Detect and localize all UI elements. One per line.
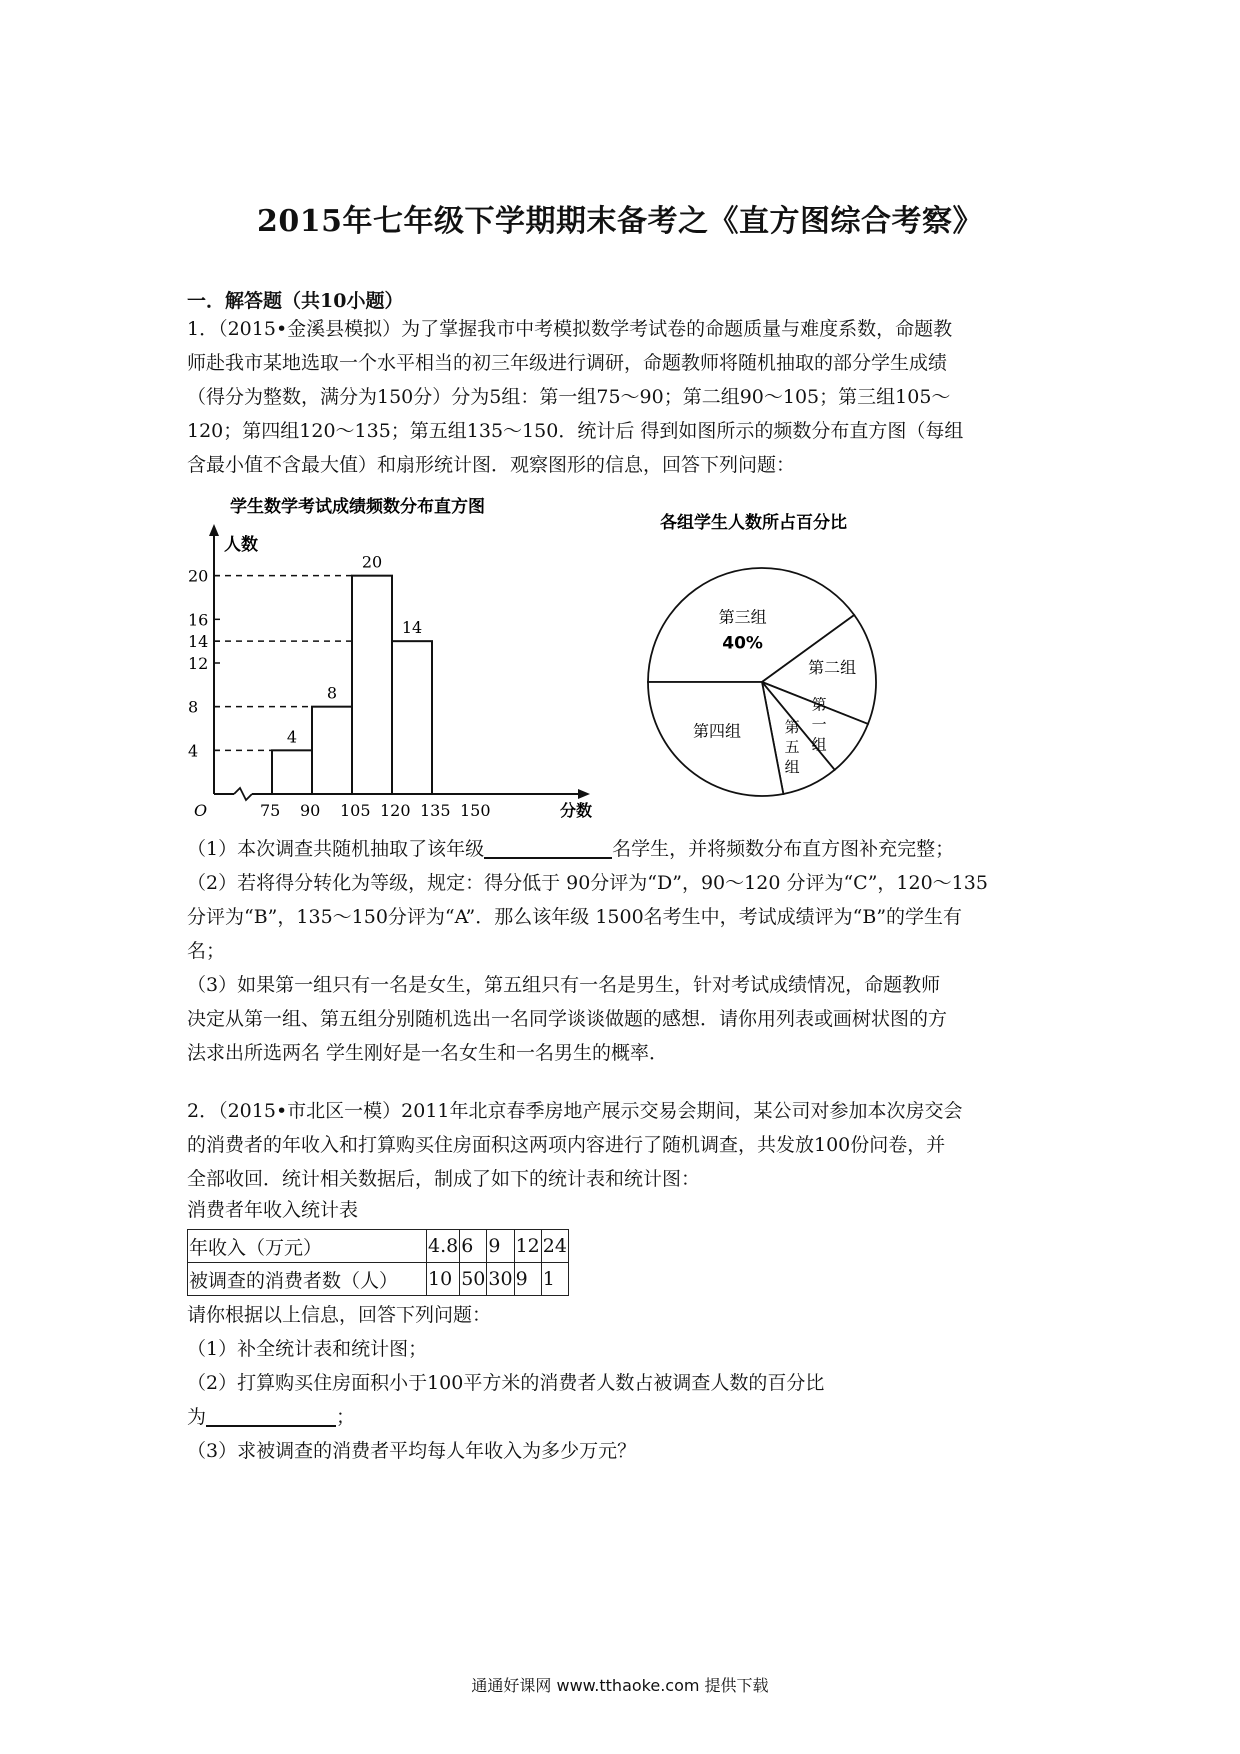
q2-sub2-answer (187, 1400, 1057, 1434)
section-heading: 一．解答题（共10小题） (187, 290, 404, 312)
bar-data-label: 20 (361, 552, 383, 572)
table-cell: 24 (541, 1230, 568, 1263)
pie-slice-label: 第二组 (808, 658, 857, 678)
frequency-histogram (190, 488, 610, 818)
histogram-title: 学生数学考试成绩频数分布直方图 (230, 497, 485, 517)
y-tick-label: 12 (188, 654, 209, 673)
histogram-bar (352, 576, 392, 794)
y-axis-label: 人数 (224, 535, 258, 555)
q1-line: 120；第四组120～135；第五组135～150．统计后 得到如图所示的频数分布直方图（每组 (187, 420, 964, 442)
percentage-pie-chart (612, 498, 912, 818)
x-tick-label: O (194, 801, 208, 820)
pie-slices (648, 568, 876, 796)
x-tick-label: 120 (380, 801, 411, 820)
table-row (188, 1263, 569, 1296)
x-tick-label: 150 (460, 801, 491, 820)
q1-sub1 (187, 832, 1057, 866)
x-axis-label: 分数 (560, 801, 593, 820)
q1-sub3-line: 法求出所选两名 学生刚好是一名女生和一名男生的概率． (187, 1042, 669, 1064)
page-title: 2015年七年级下学期期末备考之《直方图综合考察》 (257, 204, 983, 239)
table-cell: 10 (427, 1263, 460, 1296)
q1-sub1-text-end: 名学生，并将频数分布直方图补充完整； (612, 838, 955, 860)
q1-sub3-line: （3）如果第一组只有一名是女生，第五组只有一名是男生，针对考试成绩情况，命题教师 (187, 974, 941, 996)
pie-slice-label: 组 (784, 757, 800, 776)
x-tick-label: 90 (300, 801, 321, 820)
q1-line: （得分为整数，满分为150分）分为5组：第一组75～90；第二组90～105；第三组105～ (187, 386, 951, 408)
footer-credit: 通通好课网 www.tthaoke.com 提供下载 (471, 1676, 769, 1695)
y-axis-arrow (209, 524, 219, 536)
table-row (188, 1230, 569, 1263)
q2-line: 的消费者的年收入和打算购买住房面积这两项内容进行了随机调查，共发放100份问卷，并 (187, 1134, 946, 1156)
x-tick-label: 105 (340, 801, 371, 820)
table-cell: 9 (487, 1230, 514, 1263)
histogram-bar (312, 707, 352, 794)
table-cell: 1 (541, 1263, 568, 1296)
q1-sub2-line: 分评为“B”，135～150分评为“A”．那么该年级 1500名考生中，考试成绩评为“B”的学生有 (187, 906, 963, 928)
q2-line: 全部收回．统计相关数据后，制成了如下的统计表和统计图： (187, 1168, 701, 1190)
row-label: 被调查的消费者数（人） (188, 1263, 427, 1296)
q1-sub1-text: （1）本次调查共随机抽取了该年级 (187, 838, 485, 860)
pie-slice-label: 第 (811, 695, 827, 714)
q2-after: 请你根据以上信息，回答下列问题： (187, 1304, 492, 1326)
bar-data-label: 4 (286, 727, 298, 747)
table-caption: 消费者年收入统计表 (187, 1199, 359, 1221)
pie-slice-label: 五 (784, 737, 800, 756)
y-tick-label: 8 (188, 697, 199, 717)
table-cell: 50 (460, 1263, 487, 1296)
q1-sub3-line: 决定从第一组、第五组分别随机选出一名同学谈谈做题的感想．请你用列表或画树状图的方 (187, 1008, 948, 1030)
answer-blank[interactable] (484, 837, 612, 859)
q2-line: 2．（2015•市北区一模）2011年北京春季房地产展示交易会期间，某公司对参加本次房交会 (187, 1100, 963, 1122)
q1-sub2-line: 名； (187, 940, 226, 962)
q1-line: 1．（2015•金溪县模拟）为了掌握我市中考模拟数学考试卷的命题质量与难度系数，命题教 (187, 318, 953, 340)
pie-slice-label: 一 (811, 715, 827, 734)
x-tick-label: 75 (260, 801, 281, 820)
y-tick-label: 14 (188, 632, 209, 652)
histogram-y-ticks (188, 567, 220, 761)
bar-data-label: 14 (401, 618, 423, 638)
y-tick-label: 20 (188, 566, 209, 586)
histogram-bar (392, 641, 432, 794)
pie-slice-label: 第四组 (692, 721, 741, 741)
bar-data-label: 8 (326, 683, 338, 703)
pie-title: 各组学生人数所占百分比 (660, 513, 847, 533)
question-1-stem (187, 312, 1057, 482)
q2-sub3: （3）求被调查的消费者平均每人年收入为多少万元？ (187, 1440, 637, 1462)
table-cell: 9 (514, 1263, 541, 1296)
q2-sub2-suffix: ； (336, 1406, 356, 1428)
answer-blank[interactable] (206, 1405, 336, 1427)
pie-slice-label: 组 (811, 735, 827, 754)
income-statistics-table (187, 1229, 569, 1296)
histogram-bar (272, 750, 312, 794)
question-2-subparts (187, 1298, 1057, 1468)
question-1-subparts (187, 832, 1057, 1070)
table-cell: 6 (460, 1230, 487, 1263)
pie-slice-label: 第三组 (718, 607, 767, 627)
q2-sub2-prefix: 为 (187, 1406, 207, 1428)
table-cell: 12 (514, 1230, 541, 1263)
axis-break (234, 788, 252, 800)
histogram-bars (272, 576, 432, 794)
pie-slice-label: 第 (784, 717, 800, 736)
q2-sub2-line: （2）打算购买住房面积小于100平方米的消费者人数占被调查人数的百分比 (187, 1372, 825, 1394)
question-2-stem (187, 1094, 1057, 1196)
histogram-x-ticks (194, 801, 491, 820)
table-cell: 4.8 (427, 1230, 460, 1263)
x-axis-arrow (578, 789, 590, 799)
q1-line: 师赴我市某地选取一个水平相当的初三年级进行调研，命题教师将随机抽取的部分学生成绩 (187, 352, 948, 374)
q1-sub2-line: （2）若将得分转化为等级，规定：得分低于 90分评为“D”，90～120 分评为“C”，120～135 (187, 872, 988, 894)
y-tick-label: 4 (188, 741, 199, 761)
pie-slice-percent: 40% (722, 633, 763, 654)
q2-sub1: （1）补全统计表和统计图； (187, 1338, 428, 1360)
x-tick-label: 135 (420, 801, 451, 820)
row-label: 年收入（万元） (188, 1230, 427, 1263)
y-tick-label: 16 (188, 610, 209, 630)
q1-line: 含最小值不含最大值）和扇形统计图．观察图形的信息，回答下列问题： (187, 454, 796, 476)
table-cell: 30 (487, 1263, 514, 1296)
